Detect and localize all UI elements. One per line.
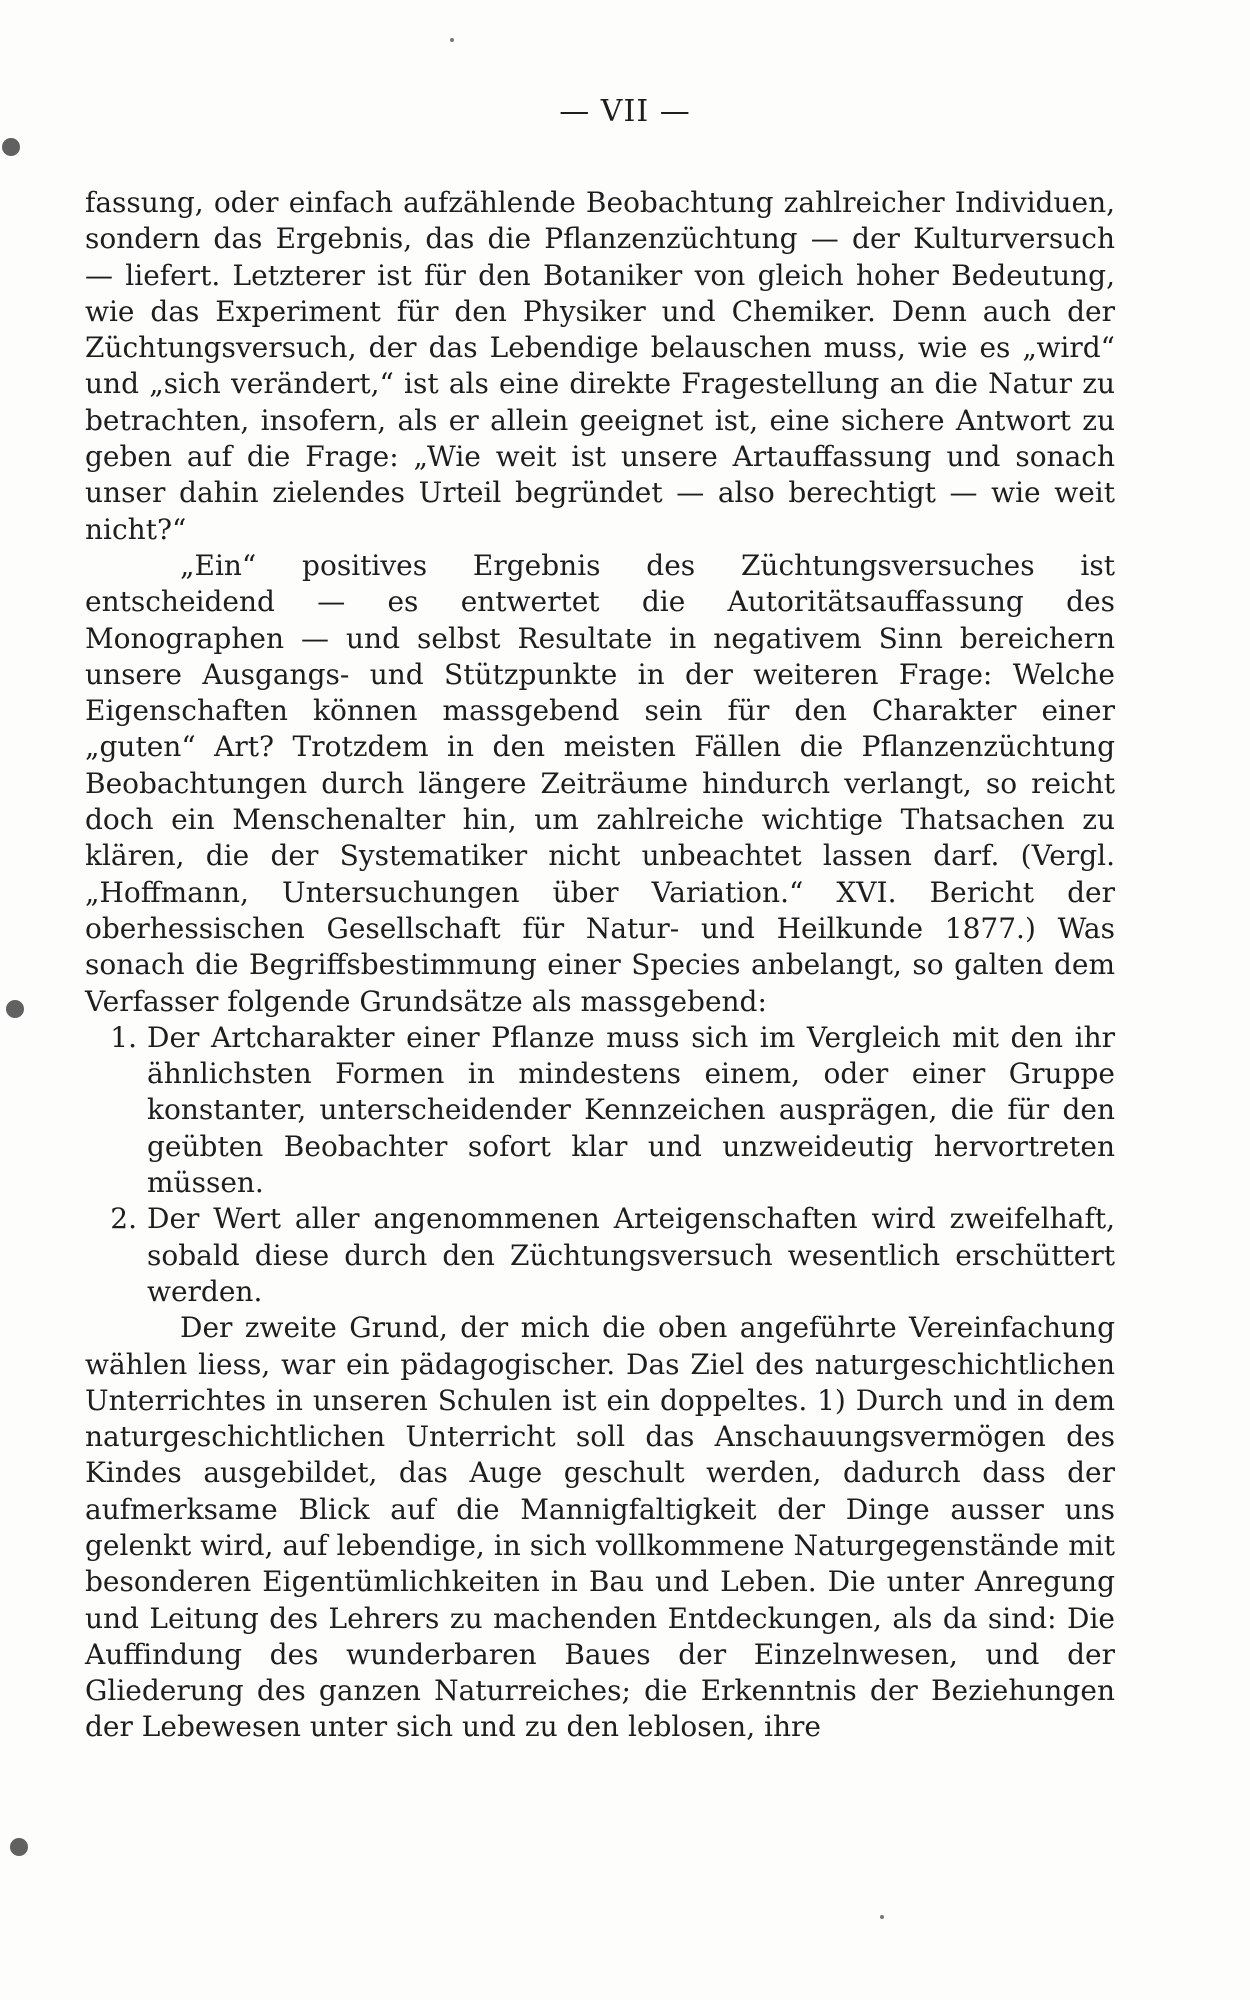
punch-hole-bottom bbox=[10, 1838, 28, 1856]
paper-speck bbox=[880, 1915, 884, 1919]
paragraph-2: „Ein“ positives Ergebnis des Züchtungsversuches ist entscheidend — es entwertet die Autoritätsauffassung des Monographen — und selbst Resultate in negativem Sinn bereichern unsere Ausgangs- und Stützpunkte in der weiteren Frage: Welche Eigenschaften können massgebend sein für den Charakter einer „guten“ Art? Trotzdem in den meisten Fällen die Pflanzenzüchtung Beobachtungen durch längere Zeiträume hindurch verlangt, so reicht doch ein Menschenalter hin, um zahlreiche wichtige Thatsachen zu klären, die der Systematiker nicht unbeachtet lassen darf. (Vergl. „Hoffmann, Untersuchungen über Variation.“ XVI. Bericht der oberhessischen Gesellschaft für Natur- und Heilkunde 1877.) Was sonach die Begriffsbestimmung einer Species anbelangt, so galten dem Verfasser folgende Grundsätze als massgebend: bbox=[85, 548, 1115, 1018]
list-item-2 bbox=[85, 1201, 1115, 1310]
paper-speck bbox=[450, 38, 454, 42]
list-text: Der Wert aller angenommenen Arteigenschaften wird zweifelhaft, sobald diese durch den Züchtungsversuch wesentlich erschüttert werden. bbox=[147, 1202, 1115, 1308]
punch-hole-top bbox=[2, 138, 20, 156]
list-number: 1. bbox=[110, 1020, 137, 1054]
paragraph-3: Der zweite Grund, der mich die oben angeführte Vereinfachung wählen liess, war ein pädagogischer. Das Ziel des naturgeschichtlichen Unterrichtes in unseren Schulen ist ein doppeltes. 1) Durch und in dem naturgeschichtlichen Unterricht soll das Anschauungsvermögen des Kindes ausgebildet, das Auge geschult werden, dadurch dass der aufmerksame Blick auf die Mannigfaltigkeit der Dinge ausser uns gelenkt wird, auf lebendige, in sich vollkommene Naturgegenstände mit besonderen Eigentümlichkeiten in Bau und Leben. Die unter Anregung und Leitung des Lehrers zu machenden Entdeckungen, als da sind: Die Auffindung des wunderbaren Baues der Einzelnwesen, und der Gliederung des ganzen Naturreiches; die Erkenntnis der Beziehungen der Lebewesen unter sich und zu den leblosen, ihre bbox=[85, 1311, 1115, 1744]
body-text bbox=[85, 185, 1115, 1746]
list-text: Der Artcharakter einer Pflanze muss sich im Vergleich mit den ihr ähnlichsten Formen in mindestens einem, oder einer Gruppe konstanter, unterscheidender Kennzeichen ausprägen, die für den geübten Beobachter sofort klar und unzweideutig hervortreten müssen. bbox=[147, 1020, 1115, 1200]
punch-hole-middle bbox=[6, 1000, 24, 1018]
list-number: 2. bbox=[110, 1202, 137, 1236]
paragraph-1: fassung, oder einfach aufzählende Beobachtung zahlreicher Individuen, sondern das Ergebnis, das die Pflanzenzüchtung — der Kulturversuch — liefert. Letzterer ist für den Botaniker von gleich hoher Bedeutung, wie das Experiment für den Physiker und Chemiker. Denn auch der Züchtungsversuch, der das Lebendige belauschen muss, wie es „wird“ und „sich verändert,“ ist als eine direkte Fragestellung an die Natur zu betrachten, insofern, als er allein geeignet ist, eine sichere Antwort zu geben auf die Frage: „Wie weit ist unsere Artauffassung und sonach unser dahin zielendes Urteil begründet — also berechtigt — wie weit nicht?“ bbox=[85, 186, 1115, 546]
page-number: — VII — bbox=[559, 94, 691, 129]
list-item-1 bbox=[85, 1020, 1115, 1201]
